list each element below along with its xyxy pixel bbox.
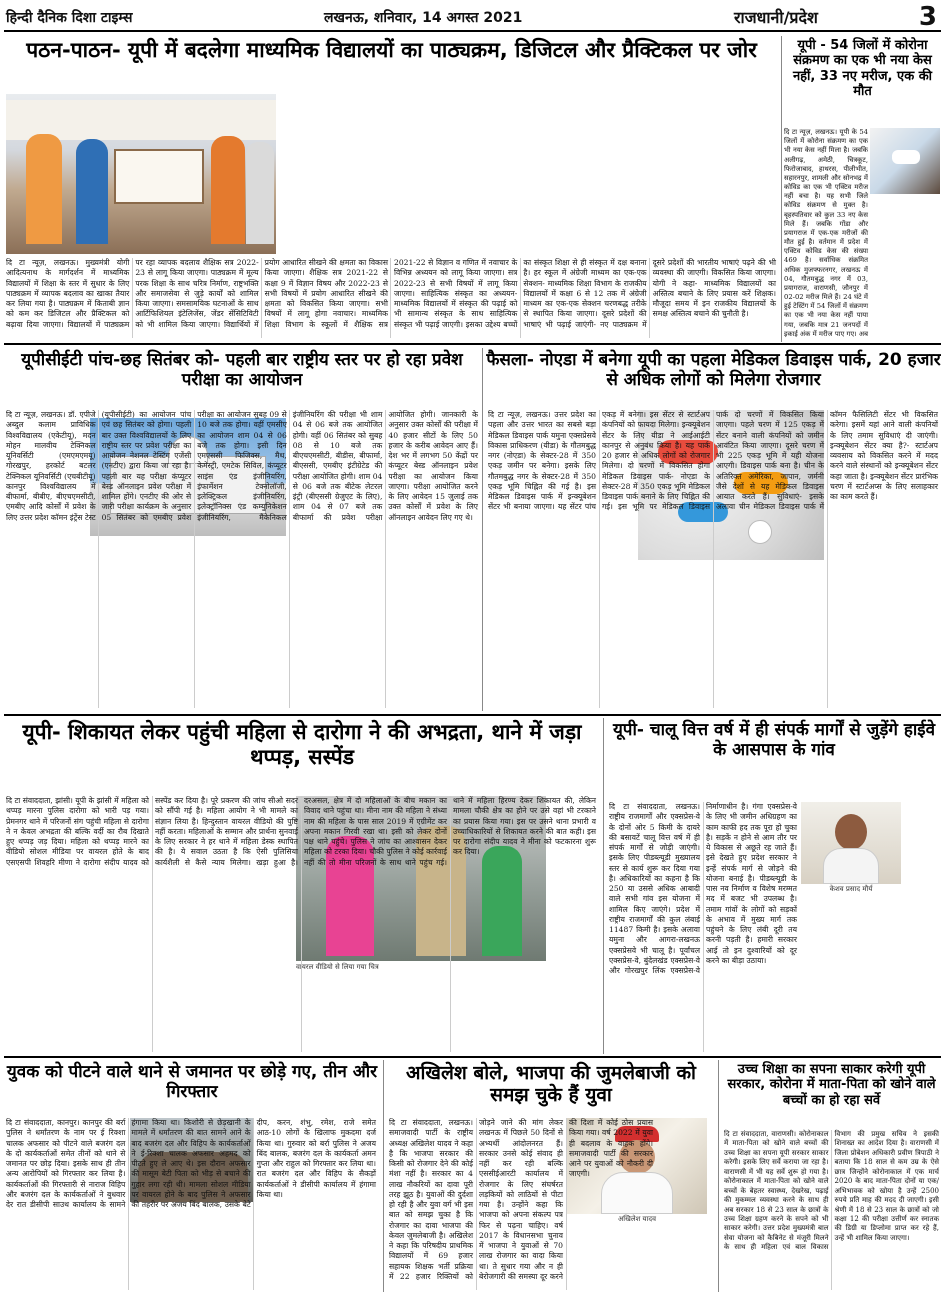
column-rule	[603, 718, 604, 1054]
headline-covid: यूपी - 54 जिलों में कोरोना संक्रमण का एक भी नया केस नहीं, 33 नए मरीज, एक की मौत	[792, 38, 933, 99]
body-covid: दि टा न्यूज़, लखनऊ। यूपी के 54 जिलों में कोरोना संक्रमण का एक भी नया केस नहीं मिला है। जबकि अलीगढ़, अमेठी, चित्रकूट, फिरोजाबाद, हाथरस, पीलीभीत, सहारनपुर, शामली और सोनभद्र में कोविड का एक भी एक्टिव मरीज नहीं बचा है। यह सभी जिले कोविड संक्रमण से मुक्त है। बृहस्पतिवार को कुल 33 नए केस मिले हैं। जबकि गोंडा और प्रयागराज में एक-एक मरीजों की मौत हुई है। वर्तमान में प्रदेश में एक्टिव कोविड केस की संख्या 469 है। सर्वाधिक संक्रमित अधिक मुजफ्फरनगर, लखनऊ में 04, गौतमबुद्ध नगर में 03, प्रयागराज, वाराणसी, जौनपुर में 02-02 मरीज मिले हैं। 24 घंटे में हुई टेस्टिंग में 54 जिलों में संक्रमण का एक भी नया केस नहीं पाया गया, जबकि मात्र 21 जनपदों में इकाई अंक में मरीज पाए गए। अब	[784, 128, 868, 338]
article-higher-education	[722, 1060, 941, 1292]
article-upcet	[4, 348, 480, 711]
body-police-misconduct: दि टा संवाददाता, झांसी। यूपी के झांसी में महिला को थप्पड़ मारना पुलिस दारोगा को भारी पड़ गया। प्रेमनगर थाने में परिजनों संग पहुंची महिला से दारोगा ने न केवल अभद्रता की बल्कि वर्दी का रौब दिखाते हुए थप्पड़ जड़ दिया। महिला को थप्पड़ मारने का वीडियो सोशल मीडिया पर वायरल होते के बाद एसएसपी शिवहरि मीणा ने दारोगा संदीप यादव को सस्पेंड कर दिया है। पूरे प्रकरण की जांच सीओ सदर को सौंपी गई है। महिला आयोग ने भी मामले का संज्ञान लिया है। हिन्दुस्तान वायरल वीडियो की पुष्टि नहीं करता। महिलाओं के सम्मान और प्रार्थना सुनवाई के लिए सरकार ने हर थाने में महिला डेस्क स्थापित की है। ये सवाल उठता है कि ऐसी पुलिसिया कार्यशैली से कैसे न्याय मिलेगा। खड़ा हुआ है। दरअसल, क्षेत्र में दो महिलाओं के बीच मकान का विवाद थाने पहुंचा था। मीना नाम की महिला ने संध्या नाम की महिला के पास साल 2019 में एग्रीमेंट कर अपना मकान गिरवी रखा था। इसी को लेकर दोनों पक्ष थाने पहुंचे। पुलिस ने जांच का आश्वासन देकर महिला को टरका दिया। चौकी पुलिस ने कोई कार्रवाई नहीं की तो मीना परिजनों के साथ थाने पहुंच गई। थाने में महिला हिरण्य देकर शिकायत की, लेकिन मामला चौकी क्षेत्र का होने पर उसे वहां भी टरकाने का प्रयास किया गया। इस पर उसने थाना प्रभारी व उच्चाधिकारियों से शिकायत करने की बात कही। इस पर दारोगा संदीप यादव ने मीना को फटकारना शुरू कर दिया।	[6, 796, 596, 867]
person-shape	[26, 134, 62, 244]
caption-viral-video: वायरल वीडियो से लिया गया चित्र	[296, 963, 379, 971]
caption-akhilesh: अखिलेश यादव	[617, 1215, 657, 1223]
photo-cm-event	[6, 94, 276, 254]
article-medical-device-park	[486, 348, 941, 711]
article-police-misconduct	[4, 718, 600, 1054]
document-board	[114, 149, 204, 204]
page-number: 3	[918, 2, 937, 32]
article-highway-villages	[607, 718, 941, 1054]
head-shape	[835, 814, 867, 850]
section-name: राजधानी/प्रदेश	[734, 8, 818, 27]
article-akhilesh	[387, 1060, 715, 1292]
body-shape	[823, 848, 879, 884]
person-shape	[246, 142, 274, 244]
body-highway-villages: दि टा संवाददाता, लखनऊ। राष्ट्रीय राजमार्गों और एक्सप्रेस-वे के दोनों ओर 5 किमी के दायरे की बसावटें चालू वित्त वर्ष में ही संपर्क मार्गों से जोड़ी जाएंगी। इसके लिए पीडब्ल्यूडी मुख्यालय स्तर से कार्य शुरू कर दिया गया है। अधिकारियों का कहना है कि 250 या उससे अधिक आबादी वाले सभी गांव इस योजना में शामिल किए जाएंगे। प्रदेश में राष्ट्रीय राजमार्गों की कुल लंबाई 11487 किमी है। इसके अलावा यमुना और आगरा-लखनऊ एक्सप्रेसवे भी चालू है। पूर्वांचल एक्सप्रेस-वे, बुंदेलखंड एक्सप्रेस-वे और गोरखपुर लिंक एक्सप्रेस-वे निर्माणाधीन है। गंगा एक्सप्रेस-वे के लिए भी जमीन अधिग्रहण का काम काफी हद तक पूरा हो चुका है। सड़कें न होने से आम तौर पर ये विकास से अछूते रह जाते हैं। इसे देखते हुए प्रदेश सरकार ने इन्हें संपर्क मार्ग से जोड़ने की योजना बनाई है। पीडब्ल्यूडी के पास नव निर्माण व विशेष मरम्मत मद में बजट भी उपलब्ध है। तमाम गांवों के लोगों को सड़कों के अभाव में मुख्य मार्ग तक पहुंचने के लिए लंबी दूरी तय करनी पड़ती है। हमारी सरकार आई तो इन दुश्वारियों को दूर करने का बीड़ा उठाया।	[609, 802, 797, 975]
headline-police-misconduct: यूपी- शिकायत लेकर पहुंची महिला से दारोगा ने की अभद्रता, थाने में जड़ा थप्पड़, सस्पेंड	[22, 720, 582, 769]
column-rule	[482, 348, 483, 711]
dateline: लखनऊ, शनिवार, 14 अगस्त 2021	[324, 10, 523, 26]
column-rule	[383, 1060, 384, 1292]
headline-bail-release: युवक को पीटने वाले थाने से जमानत पर छोड़े गए, तीन और गिरफ्तार	[6, 1062, 378, 1103]
body-curriculum: दि टा न्यूज़, लखनऊ। मुख्यमंत्री योगी आदित्यनाथ के मार्गदर्शन में माध्यमिक विद्यालयों में शिक्षा के स्तर में सुधार के लिए पाठ्यक्रम में व्यापक बदलाव का खाका तैयार कर लिया गया है। पाठ्यक्रम में किताबी ज्ञान को कम कर डिजिटल और प्रैक्टिकल को बढ़ावा दिया जाएगा। विद्यालयों में पाठ्यक्रम पर रहा व्यापक बदलाव शैक्षिक सत्र 2022-23 से लागू किया जाएगा। पाठ्यक्रम में मूल्य परक शिक्षा के साथ चरित्र निर्माण, राष्ट्रभक्ति और समाजसेवा से जुड़े कार्यों को शामिल किया जाएगा। समसामयिक घटनाओं के साथ आर्टिफिशियल इंटेलिजेंस, जेंडर सेंसिटिविटी को भी शामिल किया जाएगा। विद्यार्थियों में प्रयोग आधारित सीखने की क्षमता का विकास किया जाएगा। शैक्षिक सत्र 2021-22 से कक्षा 9 में विज्ञान विषय और 2022-23 से सभी विषयों में प्रयोग आधारित सीखने की क्षमता को विकसित किया जाएगा। सभी विषयों में लागू होगा नवाचार। माध्यमिक शिक्षा विभाग के स्कूलों में शैक्षिक सत्र 2021-22 से विज्ञान व गणित में नवाचार के विभिन्न अध्ययन को लागू किया जाएगा। सत्र 2022-23 से सभी विषयों में लागू किया जाएगा। साहित्यिक संस्कृत का अध्ययन- माध्यमिक विद्यालयों में संस्कृत की पढ़ाई को भी सामान्य संस्कृत के साथ साहित्यिक संस्कृत भी पढ़ाई जाएगी। इसका उद्देश्य बच्चों का संस्कृत शिक्षा से ही संस्कृत में दक्ष बनाना है। हर स्कूल में अंग्रेजी माध्यम का एक-एक सेक्शन- माध्यमिक शिक्षा विभाग के राजकीय विद्यालयों में कक्षा 6 से 12 तक में अंग्रेजी माध्यम का एक-एक सेक्शन चरणबद्ध तरीके से स्थापित किया जाएगा। दूसरे प्रदेशों की भाषाएं भी पढ़ाई जाएंगी- नए पाठ्यक्रम में दूसरे प्रदेशों की भारतीय भाषाएं पढ़ने की भी व्यवस्था की जाएगी। विकसित किया जाएगा। योगी ने कहा- माध्यमिक विद्यालयों का अस्तित्व बचाने के लिए प्रयास करें शिक्षक। मौजूदा समय में इन राजकीय विद्यालयों के समक्ष अस्तित्व बचाने की चुनौती है।	[6, 258, 776, 329]
photo-minister	[801, 802, 901, 884]
body-upcet: दि टा न्यूज़, लखनऊ। डॉ. एपीजे अब्दुल कलाम प्राविधिक विश्वविद्यालय (एकेटीयू), मदन मोहन मालवीय टेक्निकल यूनिवर्सिटी (एमएमएमयू) गोरखपुर, हरकोर्ट बटलर टेक्निकल यूनिवर्सिटी (एचबीटीयू) कानपुर विश्वविद्यालय में बीफार्मा, बीबीए, बीएचएमसीटी, एमबीए आदि कोर्सों में प्रवेश के लिए उत्तर प्रदेश कॉमन इंट्रेंस टेस्ट (यूपीसीईटी) का आयोजन पांच एवं छह सितंबर को होगा। पहली बार उक्त विश्वविद्यालयों के लिए राष्ट्रीय स्तर पर प्रवेश परीक्षा का आयोजन नेशनल टेस्टिंग एजेंसी (एनटीए) द्वारा किया जा रहा है। पहली बार यह परीक्षा कंप्यूटर बेस्ड ऑनलाइन प्रवेश परीक्षा में शामिल होंगे। एनटीए की ओर से जारी परीक्षा कार्यक्रम के अनुसार 05 सितंबर को एमबीए प्रवेश परीक्षा का आयोजन सुबह 09 से 10 बजे तक होगा। वहीं एमसीए का आयोजन शाम 04 से 06 बजे तक होगा। इसी दिन एमएससी फिजिक्स, मैथ, केमेस्ट्री, एमटेक सिविल, कंप्यूटर साइंस एंड इंजीनियरिंग, इंफार्मेशन टेक्नोलॉजी, इलेक्ट्रिकल इंजीनियरिंग, इलेक्ट्रॉनिक्स एंड कम्युनिकेशन इंजीनियरिंग, मैकेनिकल इंजीनियरिंग की परीक्षा भी शाम 04 से 06 बजे तक आयोजित होगी। वहीं 06 सितंबर को सुबह 08 से 10 बजे तक बीएचएमसीटी, बीडीस, बीफार्मा, बीएससी, एमबीए इंटीग्रेटेड की परीक्षा आयोजित होगी। शाम 04 से 06 बजे तक बीटेक लेटरल इंट्री (बीएससी ग्रेजुएट के लिए), शाम 04 से 07 बजे तक बीफार्मा की प्रवेश परीक्षा आयोजित होगी। जानकारी के अनुसार उक्त कोर्सों की परीक्षा में 40 हजार सीटों के लिए 50 हजार के करीब आवेदन आए हैं। देश भर में लगभग 50 केंद्रों पर कंप्यूटर बेस्ड ऑनलाइन प्रवेश परीक्षा का आयोजन किया जाएगा। परीक्षा आयोजित करने के लिए आवेदन 15 जुलाई तक उक्त कोर्सों में प्रवेश के लिए ऑनलाइन आवेदन लिए गए थे।	[6, 410, 478, 522]
photo-vaccination	[870, 128, 940, 194]
headline-highway-villages: यूपी- चालू वित्त वर्ष में ही संपर्क मार्गों से जुड़ेंगे हाईवे के आसपास के गांव	[612, 720, 936, 761]
paper-name: हिन्दी दैनिक दिशा टाइम्स	[6, 10, 133, 26]
column-rule	[718, 1060, 719, 1292]
body-bail-release: दि टा संवाददाता, कानपुर। कानपुर की बर्रा पुलिस ने धर्मांतरण के नाम पर ई रिक्शा चालक अफसार को पीटने वाले बजरंग दल के दो कार्यकर्ताओं समेत तीनों को थाने से जमानत पर छोड़ दिया। इसके साथ ही तीन अन्य आरोपियों को गिरफ्तार कर लिया है। कार्यकर्ताओं की गिरफ्तारी से नाराज विहिप और बजरंग दल के कार्यकर्ताओं ने बुधवार देर रात डीसीपी साउथ कार्यालय के सामने हंगामा किया था। किशोरी से छेड़खानी के मामले में धर्मांतरण की बात सामने आने के बाद बजरंग दल और विहिप के कार्यकर्ताओं ने ई-रिक्शा चालक अफसार अहमद को पीटते हुए ले आए थे। इस दौरान अफसार की मासूम बेटी पिता को भीड़ से बचाने की गुहार लगा रही थी। मामला सोशल मीडिया पर वायरल होने के बाद पुलिस ने अफसार की तहरीर पर अजय बिंद बालक, उसके बेटे दीप, करन, शंभु, रमेश, राजे समेत आठ-10 लोगों के खिलाफ मुकदमा दर्ज किया था। गुरुवार को बर्रा पुलिस ने अजय बिंद बालक, बजरंग दल के कार्यकर्ता अमन गुप्ता और राहुल को गिरफ्तार कर लिया था। रात बजरंग दल और विहिप के सैकड़ों कार्यकर्ताओं ने डीसीपी कार्यालय में हंगामा किया था।	[6, 1118, 376, 1209]
headline-upcet: यूपीसीईटी पांच-छह सितंबर को- पहली बार राष्ट्रीय स्तर पर हो रहा प्रवेश परीक्षा का आयोजन	[21, 350, 463, 391]
column-rule	[781, 36, 782, 342]
body-higher-education: दि टा संवाददाता, वाराणसी। कोरोनाकाल में माता-पिता को खोने वाले बच्चों की उच्च शिक्षा का सपना यूपी सरकार साकार करेगी। इसके लिए सर्वे कराया जा रहा है। वाराणसी में भी यह सर्वे शुरू हो गया है। कोरोनाकाल में माता-पिता को खोने वाले बच्चों के बेहतर स्वास्थ्य, देखरेख, पढ़ाई की मुकम्मल व्यवस्था करने के साथ ही अब सरकार 18 से 23 साल के छात्रों के उच्च शिक्षा ग्रहण करने के सपने को भी साकार करेगी। उत्तर प्रदेश मुख्यमंत्री बाल सेवा योजना को कैबिनेट से मंजूरी मिलने के साथ ही महिला एवं बाल विकास विभाग की प्रमुख सचिव ने इसकी शिनाख्त का आदेश दिया है। वाराणसी में जिला प्रोबेशन अधिकारी प्रवीण त्रिपाठी ने बताया कि 18 साल से कम उम्र के ऐसे छात्र जिन्होंने कोरोनाकाल में एक मार्च 2020 के बाद माता-पिता दोनों या एक/अभिभावक को खोया है उन्हें 2500 रुपये प्रति माह की मदद दी जाएगी। इसी श्रेणी में 18 से 23 साल के छात्रों को जो कक्षा 12 की परीक्षा उत्तीर्ण कर स्नातक की डिग्री या डिप्लोमा प्राप्त कर रहे हैं, उन्हें भी शामिल किया जाएगा।	[724, 1130, 939, 1252]
headline-medical-park: फैसला- नोएडा में बनेगा यूपी का पहला मेडिकल डिवाइस पार्क, 20 हजार से अधिक लोगों को मिलेगा रोजगार	[486, 350, 941, 391]
person-shape	[211, 136, 245, 244]
masthead	[4, 4, 941, 32]
section-divider	[4, 1056, 941, 1058]
mask-shape	[892, 150, 920, 164]
person-shape	[76, 139, 108, 244]
section-divider	[4, 343, 941, 345]
headline-curriculum: पठन-पाठन- यूपी में बदलेगा माध्यमिक विद्यालयों का पाठ्यक्रम, डिजिटल और प्रैक्टिकल पर जोर	[26, 38, 757, 62]
article-covid-update	[784, 36, 941, 340]
body-akhilesh: दि टा संवाददाता, लखनऊ। समाजवादी पार्टी के राष्ट्रीय अध्यक्ष अखिलेश यादव ने कहा है कि भाजपा सरकार की किसी को रोजगार देने की कोई मंशा नहीं है। सरकार का 4 लाख नौकरियों का दावा पूरी तरह झूठ है। युवाओं की दुर्दशा हो रही है और युवा वर्ग भी इस बात को समझ चुका है कि रोजगार का दावा भाजपा की केवल जुमलेबाजी है। अखिलेश ने कहा कि परिषदीय प्राथमिक विद्यालयों में 69 हजार सहायक शिक्षक भर्ती प्रक्रिया में 22 हजार रिक्तियों को जोड़ने जाने की मांग लेकर लखनऊ में पिछले 50 दिनों से अभ्यर्थी आंदोलनरत हैं। सरकार उनसे कोई संवाद ही नहीं कर रही बल्कि एससीईआरटी कार्यालय में रोजगार के लिए संघर्षरत लड़कियों को लाठियों से पीटा गया है। उन्होंने कहा कि भाजपा को अपना संकल्प पत्र फिर से पढ़ना चाहिए। वर्ष 2017 के विधानसभा चुनाव में भाजपा ने युवाओं से 70 लाख रोजगार का वादा किया था। ते सुधार गया और न ही बेरोजगारी की समस्या दूर करने	[389, 1118, 563, 1281]
headline-higher-education: उच्च शिक्षा का सपना साकार करेगी यूपी सरकार, कोरोना में माता-पिता को खोने वाले बच्चों का हो रहा सर्वे	[727, 1062, 936, 1108]
headline-akhilesh: अखिलेश बोले, भाजपा की जुमलेबाजी को समझ चुके हैं युवा	[406, 1062, 696, 1107]
body-medical-park: दि टा न्यूज़, लखनऊ। उत्तर प्रदेश का पहला और उत्तर भारत का सबसे बड़ा मेडिकल डिवाइस पार्क यमुना एक्सप्रेसवे विकास प्राधिकरण (यीडा) के गौतमबुद्ध नगर (नोएडा) के सेक्टर-28 में 350 एकड़ जमीन पर बनेगा। इसके लिए गौतमबुद्ध नगर के सेक्टर-28 में 350 एकड़ भूमि चिह्नित की गई है। इस मेडिकल डिवाइस पार्क में इन्क्यूबेशन सेंटर भी बनाया जाएगा। यह सेंटर पांच एकड़ में बनेगा। इस सेंटर से स्टार्टअप कंपनियों को फायदा मिलेगा। इन्क्यूबेशन सेंटर के लिए यीडा ने आईआईटी कानपुर से अनुबंध किया है। यह पार्क 20 हजार से अधिक लोगों को रोजगार मिलेगा। दो चरणों में विकसित होगा मेडिकल डिवाइस पार्क- नोएडा के सेक्टर-28 में 350 एकड़ भूमि मेडिकल डिवाइस पार्क बनाने के लिए चिह्नित की गई। इस भूमि पर मेडिकल डिवाइस पार्क दो चरणों में विकसित किया जाएगा। पहले चरण में 125 एकड़ में सेंटर बनाने वाली कंपनियों को जमीन आवंटित किया जाएगा। दूसरे चरण में भी 225 एकड़ भूमि में यही योजना आएगी। डिवाइस पार्क बना है। चीन के अतिरिक्त अमेरिका, जापान, जर्मनी जैसे देशों से यह मेडिकल डिवाइस आयात करते हैं। सुविधाएं- इसके अलावा चीन मेडिकल डिवाइस पार्क में कॉमन फैसिलिटी सेंटर भी विकसित करेगा। इसमें यहां आने वाली कंपनियों के लिए तमाम सुविधाएं दी जाएंगी। इन्क्यूबेशन सेंटर क्या है?- स्टार्टअप व्यवसाय को विकसित करने में मदद करने वाले संस्थानों को इन्क्यूबेशन सेंटर कहा जाता है। इन्क्यूबेशन सेंटर प्रारंभिक चरण में स्टार्टअप्स के लिए सलाहकार का काम करते हैं।	[488, 410, 938, 512]
article-curriculum	[4, 36, 779, 340]
article-bail-release	[4, 1060, 380, 1292]
section-divider	[4, 714, 941, 716]
caption-minister: केशव प्रसाद मौर्य	[829, 885, 873, 893]
